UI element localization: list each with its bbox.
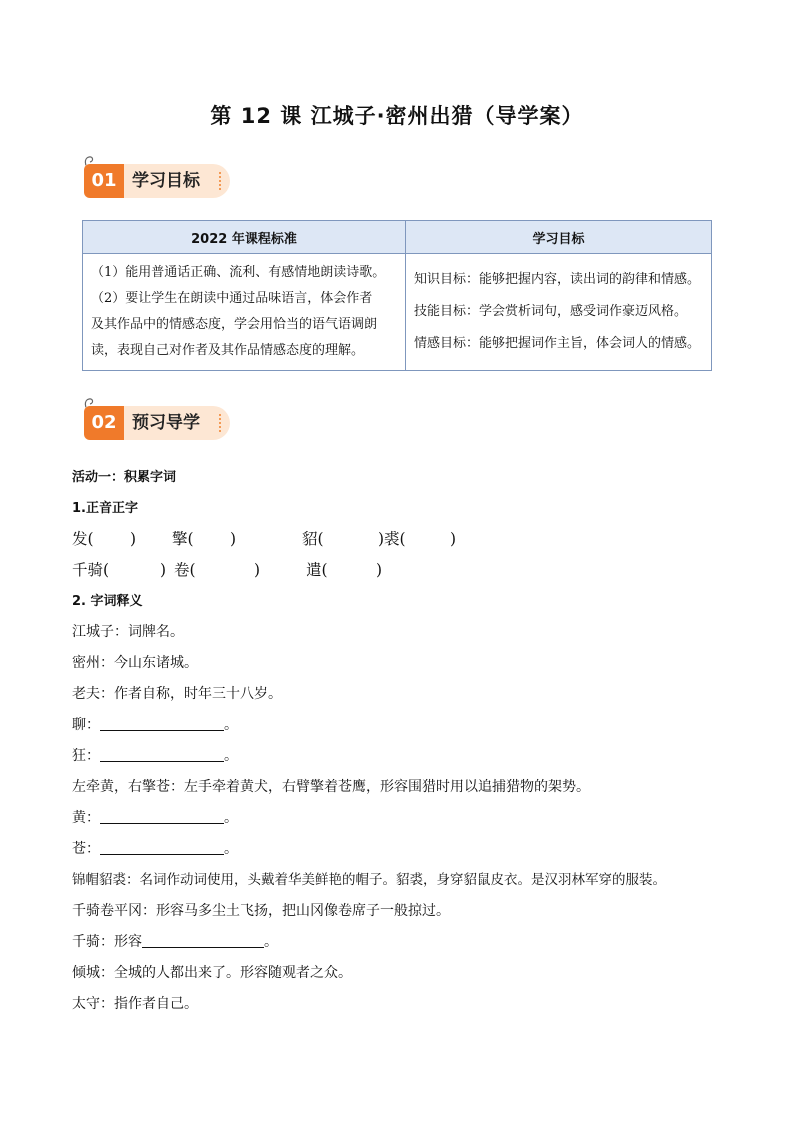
section-label: 学习目标: [132, 171, 200, 191]
section-header-goals: [80, 156, 240, 204]
definition-line: 老夫：作者自称，时年三十八岁。: [72, 686, 282, 702]
char-prompt: 千骑(: [72, 561, 110, 579]
standard-line: （1）能用普通话正确、流利、有感情地朗读诗歌。: [91, 265, 386, 280]
section-header-preview: [80, 398, 240, 446]
standard-line: 及其作品中的情感态度，学会用恰当的语气语调朗: [91, 317, 378, 332]
definition-line: 倾城：全城的人都出来了。形容随观者之众。: [72, 965, 352, 981]
paren-close: ): [230, 530, 237, 548]
subheading-definitions: 2. 字词释义: [72, 594, 143, 609]
goal-line: 情感目标：能够把握词作主旨，体会词人的情感。: [414, 336, 701, 351]
paren-close: ): [450, 530, 457, 548]
table-header-standard: 2022 年课程标准: [83, 221, 406, 254]
definition-line: 太守：指作者自己。: [72, 996, 198, 1012]
definition-fill-line: [72, 834, 732, 865]
answer-blank[interactable]: [100, 840, 224, 855]
char-prompt: 擎(: [172, 530, 194, 548]
section-label: 预习导学: [132, 413, 200, 433]
goals-table: [82, 220, 712, 371]
section-number: 02: [84, 406, 124, 440]
definition-fill-line: [72, 927, 732, 958]
section-number: 01: [84, 164, 124, 198]
definition-fill-line: [72, 741, 732, 772]
period: 。: [224, 717, 238, 733]
definition-line: 密州：今山东诸城。: [72, 655, 198, 671]
definition-fill-line: [72, 803, 732, 834]
definition-fill-line: [72, 710, 732, 741]
paren-close: )裘(: [378, 530, 406, 548]
period: 。: [224, 841, 238, 857]
goal-line: 技能目标：学会赏析词句，感受词作豪迈风格。: [414, 304, 688, 319]
period: 。: [264, 934, 278, 950]
standard-line: （2）要让学生在朗读中通过品味语言，体会作者: [91, 291, 373, 306]
char-prompt: 卷(: [174, 561, 196, 579]
term-label: 狂：: [72, 748, 100, 764]
table-cell-goals: [406, 254, 712, 371]
char-prompt: 发(: [72, 530, 94, 548]
term-label: 聊：: [72, 717, 100, 733]
period: 。: [224, 748, 238, 764]
period: 。: [224, 810, 238, 826]
paren-close: ): [160, 561, 167, 579]
paren-close: ): [254, 561, 261, 579]
standard-line: 读，表现自己对作者及其作品情感态度的理解。: [91, 343, 365, 358]
activity-content: [72, 462, 732, 1020]
paren-close: ): [130, 530, 137, 548]
goal-line: 知识目标：能够把握内容，读出词的韵律和情感。: [414, 272, 701, 287]
pronunciation-row-2: [72, 555, 732, 586]
definition-line: 左牵黄，右擎苍：左手牵着黄犬，右臂擎着苍鹰，形容围猎时用以追捕猎物的架势。: [72, 779, 590, 795]
table-cell-standard: [83, 254, 406, 371]
pronunciation-row-1: [72, 524, 732, 555]
term-label: 苍：: [72, 841, 100, 857]
term-label: 千骑：形容: [72, 934, 142, 950]
paren-close: ): [376, 561, 383, 579]
activity-heading: 活动一：积累字词: [72, 470, 177, 485]
char-prompt: 遣(: [306, 561, 328, 579]
term-label: 黄：: [72, 810, 100, 826]
page-title: 第 12 课 江城子·密州出猎（导学案）: [210, 104, 584, 128]
definition-line: 江城子：词牌名。: [72, 624, 184, 640]
char-prompt: 貂(: [302, 530, 324, 548]
answer-blank[interactable]: [100, 747, 224, 762]
answer-blank[interactable]: [142, 933, 264, 948]
answer-blank[interactable]: [100, 809, 224, 824]
definition-line: 千骑卷平冈：形容马多尘土飞扬，把山冈像卷席子一般掠过。: [72, 903, 450, 919]
table-header-goals: 学习目标: [406, 221, 712, 254]
definition-line: 锦帽貂裘：名词作动词使用，头戴着华美鲜艳的帽子。貂裘，身穿貂鼠皮衣。是汉羽林军穿的服装。: [72, 872, 666, 888]
subheading-pronunciation: 1.正音正字: [72, 501, 138, 516]
answer-blank[interactable]: [100, 716, 224, 731]
